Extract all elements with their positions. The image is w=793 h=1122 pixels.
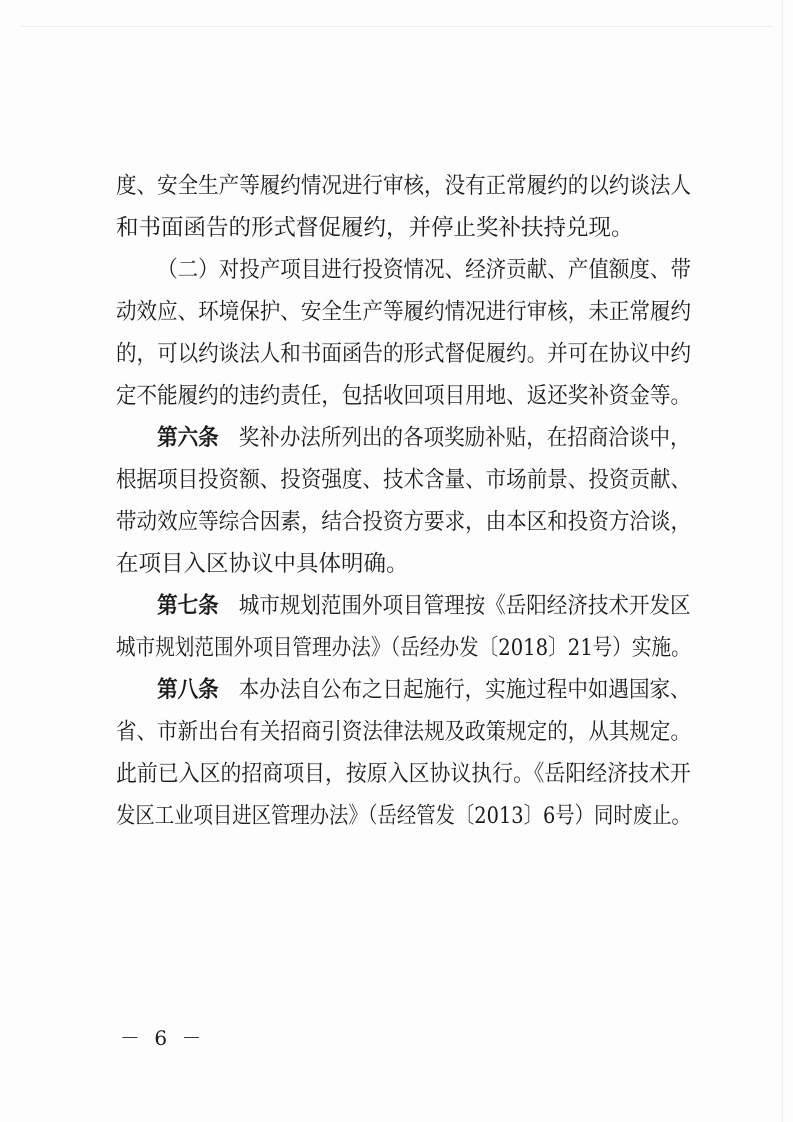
text-line-content: 本办法自公布之日起施行，实施过程中如遇国家、	[238, 677, 691, 703]
text-line: 动效应、环境保护、安全生产等履约情况进行审核，未正常履约	[116, 299, 692, 325]
document-body	[116, 165, 691, 837]
text-line: 和书面函告的形式督促履约，并停止奖补扶持兑现。	[116, 215, 634, 241]
text-line-content: 奖补办法所列出的各项奖励补贴，在招商洽谈中，	[238, 425, 691, 451]
scan-edge-line	[20, 26, 773, 27]
article-heading: 第七条	[157, 593, 219, 619]
text-line: 发区工业项目进区管理办法》（岳经管发〔2013〕6号）同时废止。	[116, 803, 691, 829]
paragraph	[116, 417, 691, 585]
text-line: 城市规划范围外项目管理办法》（岳经办发〔2018〕21号）实施。	[116, 635, 691, 661]
text-line: 带动效应等综合因素，结合投资方要求，由本区和投资方洽谈，	[116, 509, 692, 535]
scan-edge-line	[782, 0, 783, 1122]
paragraph	[116, 165, 691, 249]
paragraph	[116, 669, 691, 837]
text-line: 此前已入区的招商项目，按原入区协议执行。《岳阳经济技术开	[116, 761, 691, 787]
paragraph	[116, 249, 691, 417]
text-line: 根据项目投资额、投资强度、技术含量、市场前景、投资贡献、	[116, 467, 692, 493]
text-line: 度、安全生产等履约情况进行审核，没有正常履约的以约谈法人	[116, 173, 692, 199]
paragraph	[116, 585, 691, 669]
text-line: （二）对投产项目进行投资情况、经济贡献、产值额度、带	[157, 257, 692, 283]
article-heading: 第八条	[157, 677, 219, 703]
text-line: 在项目入区协议中具体明确。	[116, 551, 409, 577]
text-line: 省、市新出台有关招商引资法律法规及政策规定的，从其规定。	[116, 719, 692, 745]
page-number: － 6 －	[120, 1026, 206, 1050]
text-line: 的，可以约谈法人和书面函告的形式督促履约。并可在协议中约	[116, 341, 692, 367]
article-heading: 第六条	[157, 425, 219, 451]
text-line-content: 城市规划范围外项目管理按《岳阳经济技术开发区	[238, 593, 691, 619]
text-line	[116, 585, 691, 627]
text-line: 定不能履约的违约责任，包括收回项目用地、返还奖补资金等。	[116, 383, 692, 409]
text-line	[116, 417, 691, 459]
text-line	[116, 669, 691, 711]
